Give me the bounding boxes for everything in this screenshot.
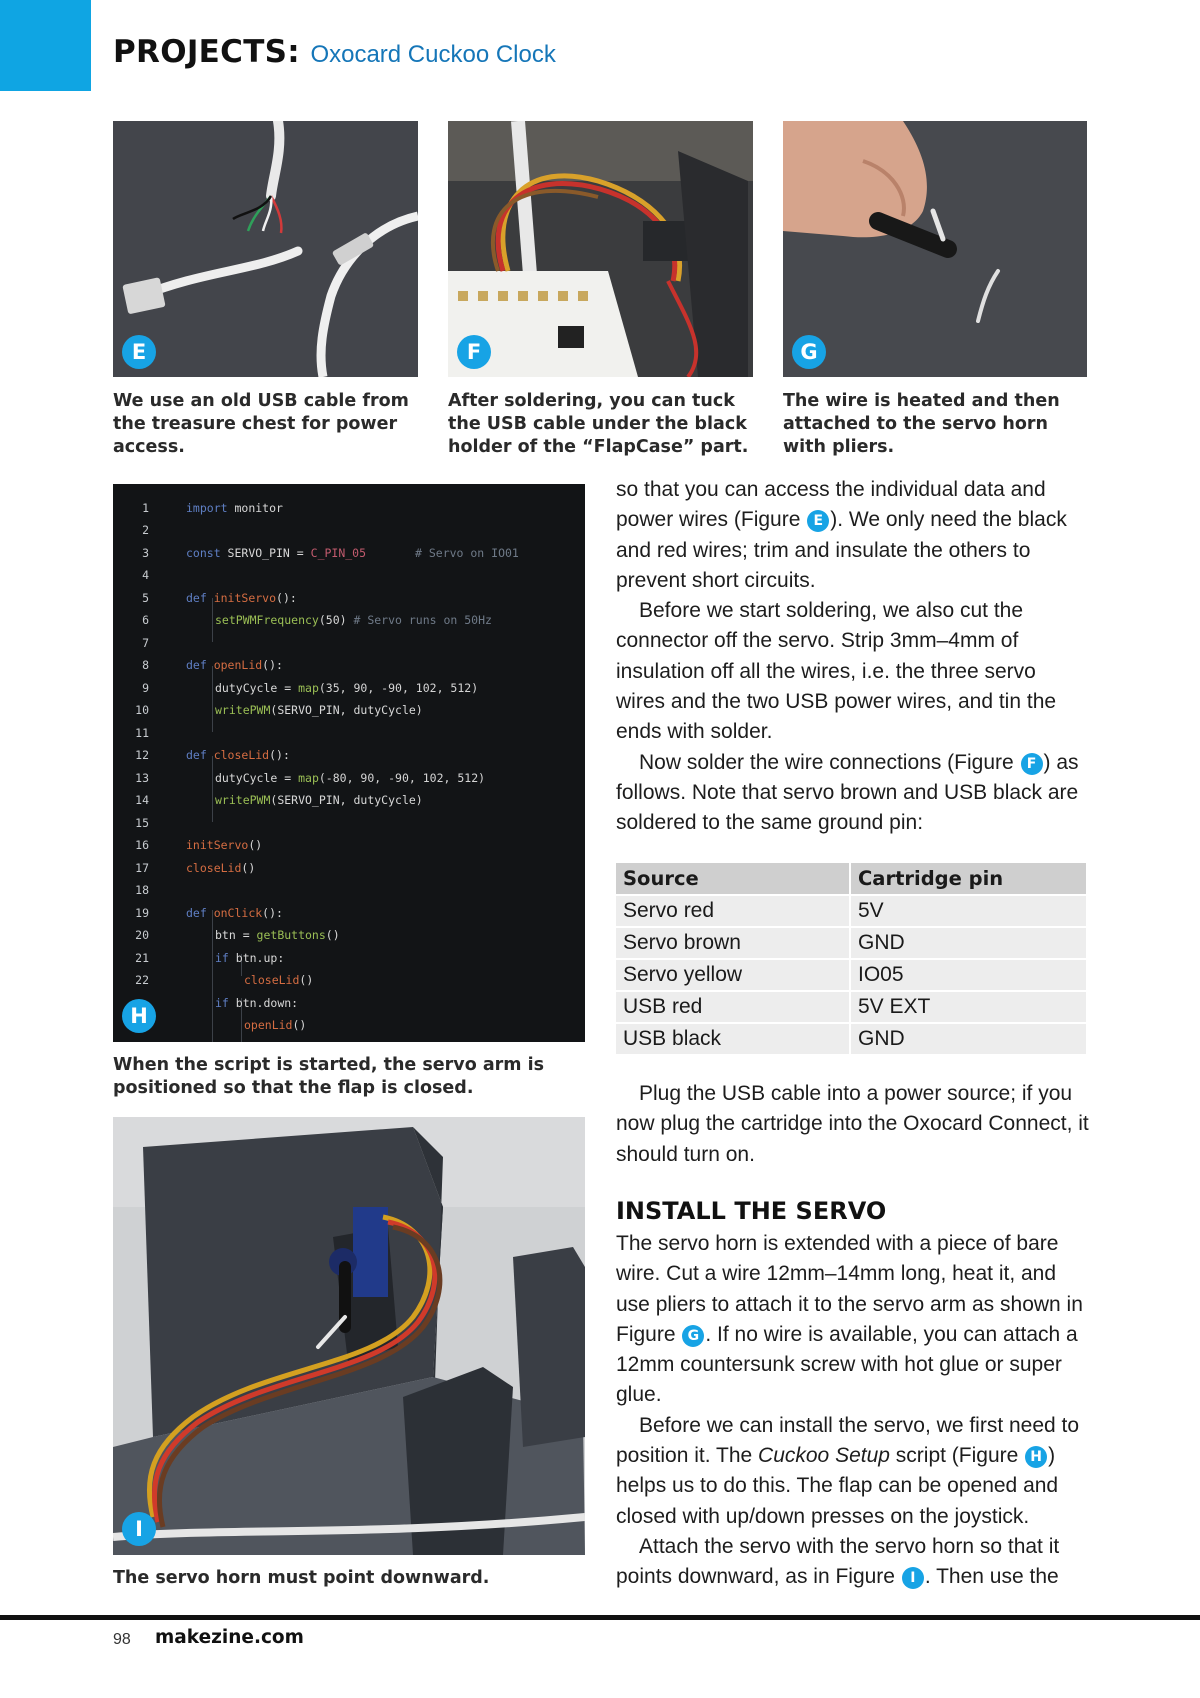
paragraph: Before we start soldering, we also cut the connector off the servo. Strip 3mm–4mm of insulation off all the wires, i.e. the three servo wires and the two USB power wires, and tin the ends with solder. xyxy=(616,599,1057,744)
column-header: Cartridge pin xyxy=(851,863,1086,894)
paragraph: Attach the servo with the servo horn so that it points downward, as in Figure I . Then use the xyxy=(616,1534,1060,1589)
column-header: Source xyxy=(616,863,851,894)
figure-ref-h: H xyxy=(1025,1446,1047,1468)
table-header-row xyxy=(616,863,1086,894)
figure-ref-f: F xyxy=(1021,753,1043,775)
table-row: Servo brown GND xyxy=(616,928,1086,958)
body-text-middle xyxy=(616,1079,1090,1170)
figure-ref-i: I xyxy=(902,1567,924,1589)
paragraph: Now solder the wire connections (Figure F ) as follows. Note that servo brown and USB black are soldered to the same ground pin: xyxy=(616,750,1079,835)
figure-g-photo xyxy=(783,121,1087,377)
figure-e-caption: We use an old USB cable from the treasure chest for power access. xyxy=(113,391,409,457)
figure-h-caption: When the script is started, the servo arm is positioned so that the flap is closed. xyxy=(113,1055,545,1098)
body-text-lower xyxy=(616,1229,1090,1593)
figure-h-badge: H xyxy=(122,999,156,1033)
figure-e-badge: E xyxy=(122,335,156,369)
paragraph: The servo horn is extended with a piece of bare wire. Cut a wire 12mm–14mm long, heat it, and use pliers to attach it to the servo arm as shown in Figure G . If no wire is available, you can attach a 12mm countersunk screw with hot glue or super glue. xyxy=(616,1232,1083,1407)
article-title: Oxocard Cuckoo Clock xyxy=(310,41,556,68)
page-header xyxy=(113,34,556,70)
figure-i-badge: I xyxy=(122,1512,156,1546)
figure-g-badge: G xyxy=(792,335,826,369)
page-number: 98 xyxy=(113,1631,131,1648)
figure-i-photo xyxy=(113,1117,585,1555)
section-heading: INSTALL THE SERVO xyxy=(616,1197,887,1225)
footer-site-link[interactable]: makezine.com xyxy=(155,1627,304,1648)
figure-f-caption: After soldering, you can tuck the USB cable under the black holder of the “FlapCase” part. xyxy=(448,391,749,457)
table-row: Servo red 5V xyxy=(616,896,1086,926)
figure-ref-e: E xyxy=(807,510,829,532)
paragraph: Before we can install the servo, we first need to position it. The Cuckoo Setup script (Figure H ) helps us to do this. The flap can be opened and closed with up/down presses on the joystick. xyxy=(616,1413,1080,1528)
figure-i-caption: The servo horn must point downward. xyxy=(113,1568,490,1588)
figure-e-photo xyxy=(113,121,418,377)
figure-f-badge: F xyxy=(457,335,491,369)
table-row: USB red 5V EXT xyxy=(616,992,1086,1022)
wiring-table xyxy=(616,861,1086,1056)
table-row: USB black GND xyxy=(616,1024,1086,1054)
body-text-upper xyxy=(616,475,1090,839)
figure-f-photo xyxy=(448,121,753,377)
figure-g-caption: The wire is heated and then attached to the servo horn with pliers. xyxy=(783,391,1060,457)
paragraph: so that you can access the individual data and power wires (Figure E ). We only need the black and red wires; trim and insulate the others to prevent short circuits. xyxy=(616,478,1067,592)
figure-h-code-listing: 1 import monitor 2 3 const SERVO_PIN = C_PIN_05 # Servo on IO01 4 5 def initServo(): 6 setPWMFrequency(50) # Servo runs on 50Hz 7 8 def openLid(): 9 dutyCycle = map(35, 90, -90, 102, 512) 10 writePWM(SERVO_PIN, dutyCycle) 11 12 def closeLid(): 13 dutyCycle = map(-80, 90, -90, 102, 512) 14 writePWM(SERVO_PIN, dutyCycle) 15 16 initServo() 17 closeLid() 18 19 def onClick(): 20 btn = getButtons() 21 if btn.up: 22 closeLid() if btn.down: openLid() xyxy=(113,484,585,1042)
paragraph: Plug the USB cable into a power source; if you now plug the cartridge into the Oxocard Connect, it should turn on. xyxy=(616,1082,1089,1166)
footer-rule xyxy=(0,1615,1200,1620)
section-color-tab xyxy=(0,0,91,91)
figure-ref-g: G xyxy=(682,1325,704,1347)
table-row: Servo yellow IO05 xyxy=(616,960,1086,990)
section-label: PROJECTS: xyxy=(113,34,300,70)
